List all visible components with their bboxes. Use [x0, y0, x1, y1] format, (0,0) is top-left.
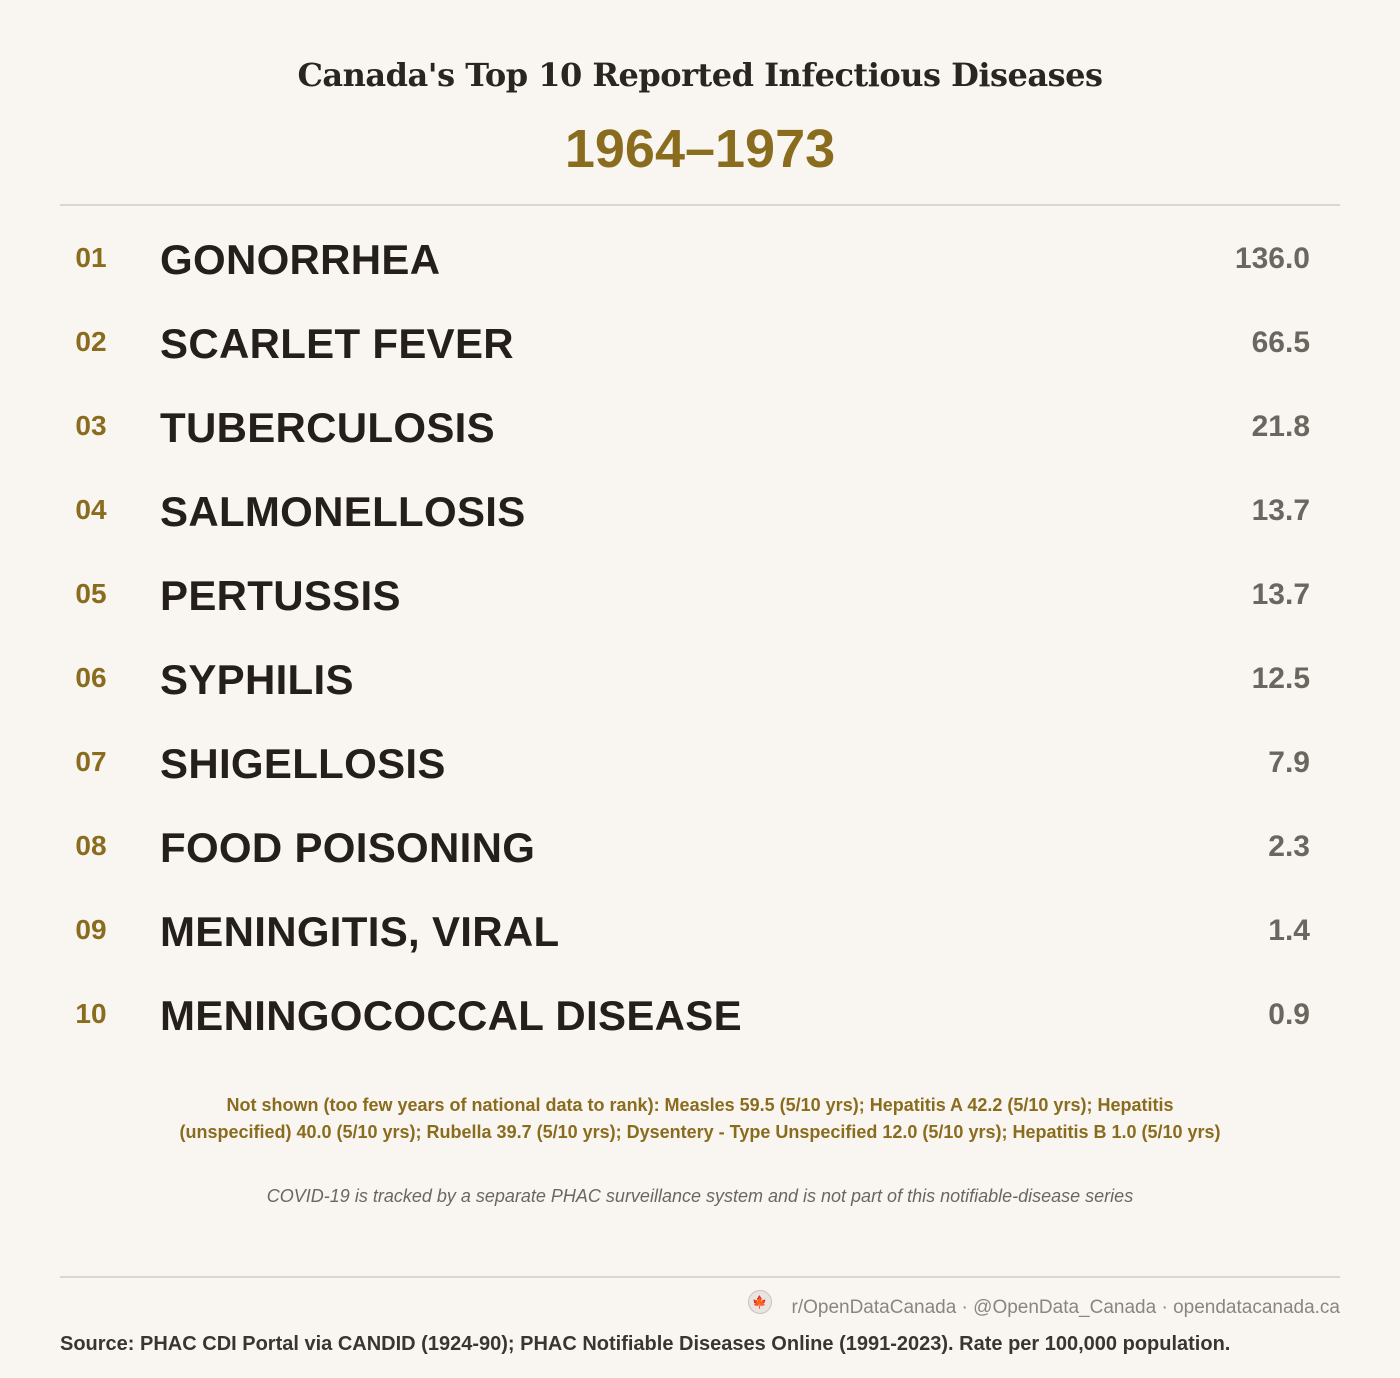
table-row — [60, 722, 1340, 806]
table-row — [60, 806, 1340, 890]
disease-name: MENINGITIS, VIRAL — [160, 908, 560, 955]
not-shown-note: Not shown (too few years of national data to rank): Measles 59.5 (5/10 yrs); Hepatitis A 42.2 (5/10 yrs); Hepatitis (unspecified) 40.0 (5/10 yrs); Rubella 39.7 (5/10 yrs); Dysentery - Type Unspecified 12.0 (5/10 yrs); Hepatitis B 1.0 (5/10 yrs) — [179, 1095, 1221, 1142]
disease-name: SHIGELLOSIS — [160, 740, 446, 787]
rate-value: 0.9 — [1268, 998, 1310, 1031]
ranking-table — [60, 218, 1340, 1058]
table-row — [60, 218, 1340, 302]
disease-name: TUBERCULOSIS — [160, 404, 495, 451]
rank-label: 01 — [75, 242, 107, 273]
table-row — [60, 554, 1340, 638]
rank-label: 05 — [75, 578, 107, 609]
rank-label: 06 — [75, 662, 107, 693]
rank-label: 07 — [75, 746, 107, 777]
rate-value: 2.3 — [1268, 830, 1310, 863]
rate-value: 136.0 — [1234, 242, 1310, 275]
top-divider — [60, 204, 1340, 206]
disease-name: SYPHILIS — [160, 656, 354, 703]
rank-label: 08 — [75, 830, 107, 861]
table-row — [60, 890, 1340, 974]
disease-name: PERTUSSIS — [160, 572, 401, 619]
disease-name: GONORRHEA — [160, 236, 441, 283]
chart-period: 1964–1973 — [564, 119, 836, 179]
rank-label: 02 — [75, 326, 107, 357]
rate-value: 12.5 — [1251, 662, 1310, 695]
table-row — [60, 974, 1340, 1058]
credits-text: r/OpenDataCanada · @OpenData_Canada · opendatacanada.ca — [791, 1297, 1340, 1318]
rank-label: 10 — [75, 998, 107, 1029]
rate-value: 21.8 — [1251, 410, 1310, 443]
rate-value: 1.4 — [1268, 914, 1310, 947]
table-row — [60, 302, 1340, 386]
table-row — [60, 386, 1340, 470]
disease-name: MENINGOCOCCAL DISEASE — [160, 992, 742, 1039]
rate-value: 13.7 — [1251, 578, 1310, 611]
table-row — [60, 638, 1340, 722]
bottom-divider — [60, 1276, 1340, 1278]
disease-name: SALMONELLOSIS — [160, 488, 526, 535]
disease-name: SCARLET FEVER — [160, 320, 514, 367]
source-note: Source: PHAC CDI Portal via CANDID (1924-90); PHAC Notifiable Diseases Online (1991-2023). Rate per 100,000 population. — [60, 1333, 1231, 1355]
maple-leaf-icon: 🍁 — [748, 1290, 772, 1314]
table-row — [60, 470, 1340, 554]
rate-value: 66.5 — [1251, 326, 1310, 359]
rate-value: 7.9 — [1268, 746, 1310, 779]
rank-label: 09 — [75, 914, 107, 945]
rank-label: 03 — [75, 410, 107, 441]
covid-note: COVID-19 is tracked by a separate PHAC surveillance system and is not part of this notifiable-disease series — [266, 1186, 1134, 1206]
rate-value: 13.7 — [1251, 494, 1310, 527]
chart-title: Canada's Top 10 Reported Infectious Diseases — [297, 56, 1103, 94]
rank-label: 04 — [75, 494, 107, 525]
credits — [748, 1296, 1341, 1320]
disease-name: FOOD POISONING — [160, 824, 536, 871]
